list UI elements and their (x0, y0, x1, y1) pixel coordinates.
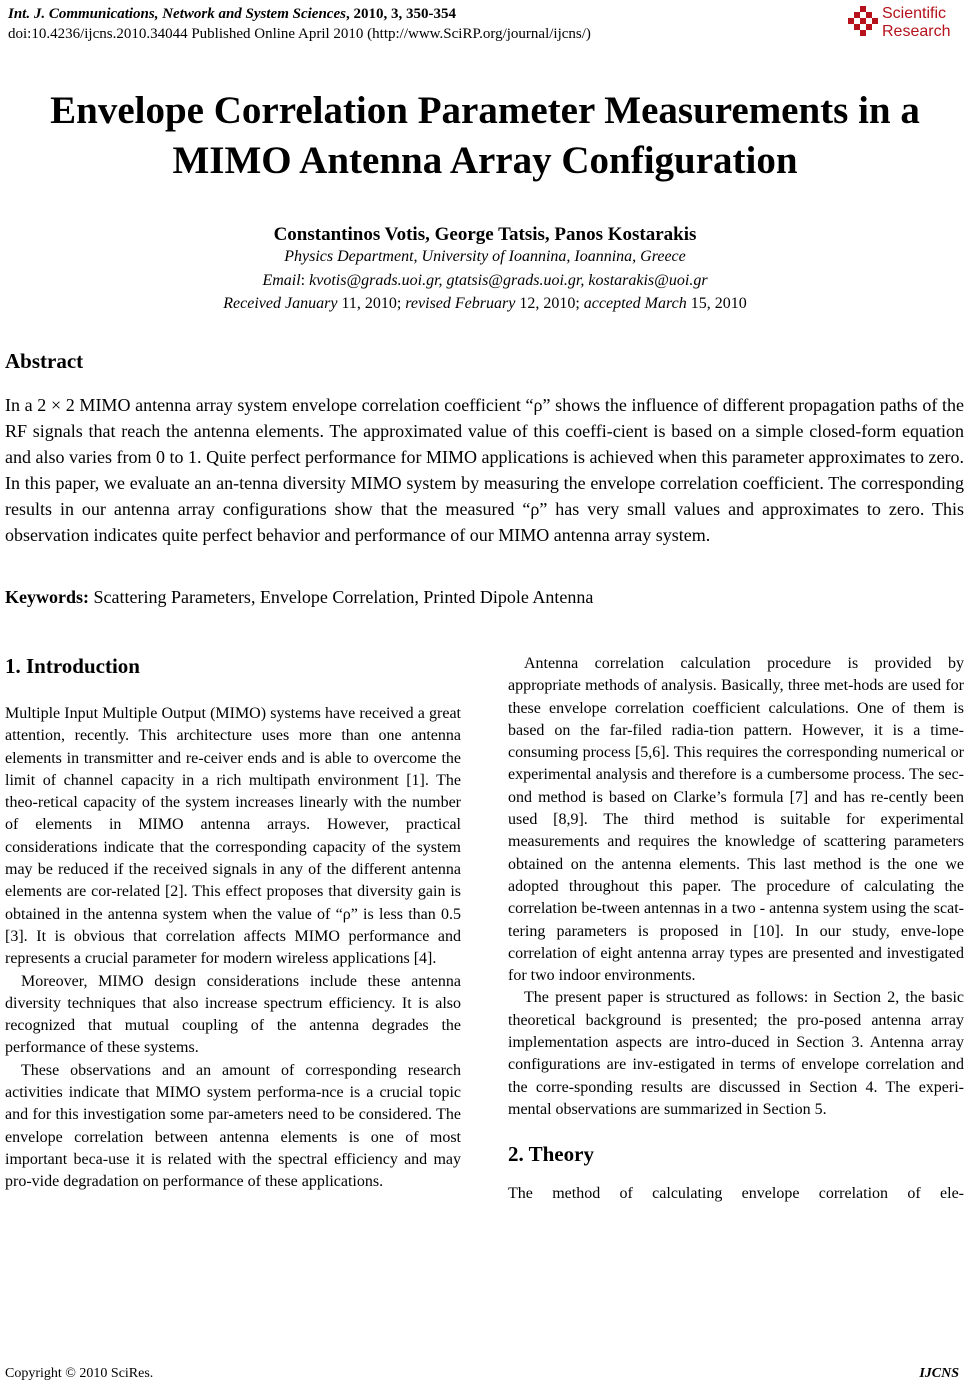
submission-dates (0, 293, 970, 315)
publisher-logo (848, 4, 966, 44)
affiliation: Physics Department, University of Ioannina, Ioannina, Greece (284, 248, 686, 265)
page-header (8, 4, 951, 44)
title-line-1: Envelope Correlation Parameter Measurements in a (50, 89, 920, 132)
accepted-value: 15, 2010 (686, 295, 747, 312)
revised-value: 12, 2010; (515, 295, 584, 312)
intro-paragraph-1: Multiple Input Multiple Output (MIMO) systems have received a great attention, recently. This architecture uses more than one antenna elements in transmitter and re-ceiver ends and is able to overcome the limit of channel capacity in a rich multipath environment [1]. The theo-retical capacity of the system increases linearly with the number of elements in MIMO antenna arrays. However, practical considerations indicate that the corresponding capacity of the system may be reduced if the received signals in any of the different antenna elements are cor-related [2]. This effect proposes that diversity gain is obtained in the antenna system when the value of “ρ” is less than 0.5 [3]. It is obvious that correlation affects MIMO performance and represents a crucial parameter for modern wireless applications [4]. (5, 705, 461, 968)
title-line-2: MIMO Antenna Array Configuration (172, 139, 798, 182)
revised-label: revised February (405, 295, 516, 312)
copyright: Copyright © 2010 SciRes. (5, 1366, 154, 1381)
email-separator: : (300, 272, 310, 289)
section-2-heading: 2. Theory (508, 1142, 594, 1167)
intro-paragraph-2: Moreover, MIMO design considerations include these antenna diversity techniques that also increase spectrum efficiency. It is also recognized that mutual coupling of the antenna degrades the performance of these systems. (5, 972, 461, 1057)
right-paragraph-1: Antenna correlation calculation procedure is provided by appropriate methods of analysis. Basically, three met-hods are used for these envelope correlation coefficient calculations. One of them is based on the far-filed radia-tion pattern. However, it is a time-consuming process [5,6]. This requires the corresponding numerical or experimental analysis and therefore is a cumbersome process. The sec-ond method is based on Clarke’s formula [7] and has re-cently been used [8,9]. The third method is suitable for experimental measurements and requires the knowledge of scattering parameters obtained on the antenna elements. This last method is the one we adopted throughout this paper. The procedure of calculating the correlation be-tween antennas in a two - antenna system using the scat-tering parameters is proposed in [10]. In our study, enve-lope correlation of eight antenna array types are presented and investigated for two indoor environments. (508, 655, 964, 985)
logo-text (882, 5, 950, 41)
abstract-heading: Abstract (5, 349, 84, 373)
page-footer (5, 1365, 959, 1383)
email-line (0, 270, 970, 292)
keywords-text: Scattering Parameters, Envelope Correlation, Printed Dipole Antenna (89, 587, 594, 607)
journal-citation (8, 4, 948, 24)
right-paragraph-2: The present paper is structured as follows: in Section 2, the basic theoretical background is presented; the pro-posed antenna array implementation aspects are intro-duced in Section 3. Antenna array configurations are inv-estigated in terms of envelope correlation and the corre-sponding results are discussed in Section 4. The experi-mental observations are summarized in Section 5. (508, 989, 964, 1118)
journal-abbreviation: IJCNS (919, 1366, 959, 1381)
paper-title (0, 86, 970, 186)
received-label: Received January (223, 295, 338, 312)
logo-line-1: Scientific (882, 5, 947, 22)
theory-first-line: The method of calculating envelope correlation of ele- (508, 1185, 964, 1203)
keywords (5, 584, 964, 610)
left-column (5, 653, 461, 1194)
authors: Constantinos Votis, George Tatsis, Panos Kostarakis (273, 224, 697, 245)
journal-name: Int. J. Communications, Network and System Sciences (8, 6, 346, 22)
accepted-label: accepted March (583, 295, 687, 312)
intro-paragraph-3: These observations and an amount of corresponding research activities indicate that MIMO system performa-nce is a crucial topic and for this investigation some par-ameters need to be considered. The envelope correlation between antenna elements is one of most important beca-use it is related with the spectral efficiency and may pro-vide degradation on performance of these applications. (5, 1061, 461, 1191)
email-addresses: kvotis@grads.uoi.gr, gtatsis@grads.uoi.gr, kostarakis@uoi.gr (309, 272, 708, 289)
received-value: 11, 2010; (337, 295, 406, 312)
email-label: Email (262, 272, 301, 289)
logo-line-2: Research (882, 23, 951, 40)
abstract-text: In a 2 × 2 MIMO antenna array system envelope correlation coefficient “ρ” shows the influence of different propagation paths of the RF signals that reach the antenna elements. The approximated value of this coeffi-cient is based on a simple closed-form equation and also varies from 0 to 1. Quite perfect performance for MIMO applications is achieved when this parameter approximates to zero. In this paper, we evaluate an an-tenna diversity MIMO system by measuring the envelope correlation coefficient. The corresponding results in our antenna array configurations show that the measured “ρ” has very small values and approximates to zero. This observation indicates quite perfect behavior and performance of our MIMO antenna array system. (5, 395, 964, 545)
scientific-research-logo-icon (848, 6, 878, 40)
keywords-label: Keywords: (5, 587, 89, 607)
doi-line: doi:10.4236/ijcns.2010.34044 Published Online April 2010 (http://www.SciRP.org/journal/ijcns/) (8, 26, 591, 42)
section-1-heading: 1. Introduction (5, 654, 140, 678)
volume-info: , 2010, 3, 350-354 (345, 6, 456, 22)
right-column (508, 653, 964, 1206)
